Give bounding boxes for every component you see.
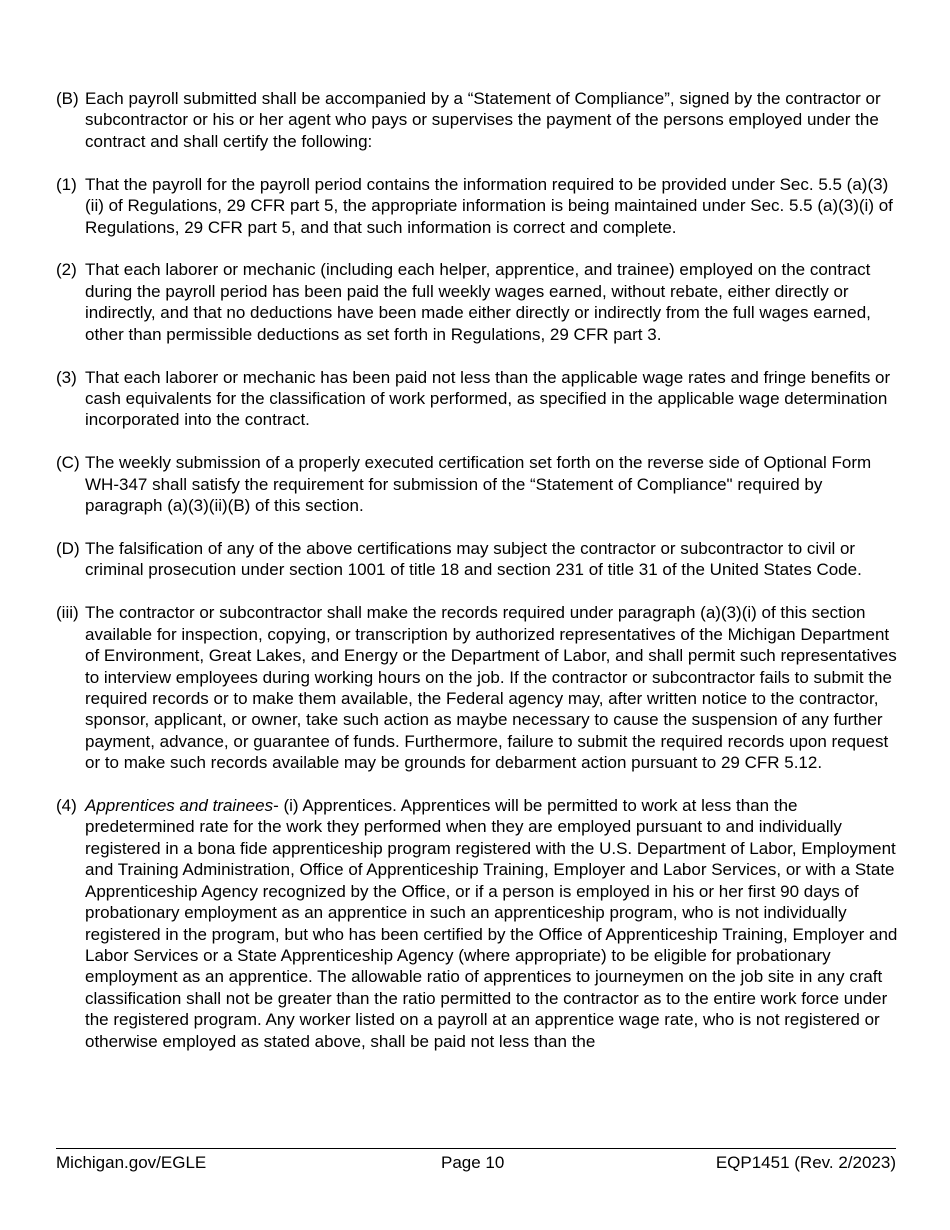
- paragraph-1: [56, 174, 898, 238]
- paragraph-d: [56, 538, 898, 581]
- footer-website: Michigan.gov/EGLE: [56, 1153, 207, 1172]
- paragraph-b: [56, 88, 898, 152]
- paragraph-body: - (i) Apprentices. Apprentices will be permitted to work at less than the predetermined rate for the work they performed when they are employed pursuant to and individually registered in a bona fide apprenticeship program registered with the U.S. Department of Labor, Employment and Training Administration, Office of Apprenticeship Training, Employer and Labor Services, or with a State Apprenticeship Agency recognized by the Office, or if a person is employed in his or her first 90 days of probationary employment as an apprentice in such an apprenticeship program, who is not individually registered in the program, but who has been certified by the Office of Apprenticeship Training, Employer and Labor Services or a State Apprenticeship Agency (where appropriate) to be eligible for probationary employment as an apprentice. The allowable ratio of apprentices to journeymen on the job site in any craft classification shall not be greater than the ratio permitted to the contractor as to the entire work force under the registered program. Any worker listed on a payroll at an apprentice wage rate, who is not registered or otherwise employed as stated above, shall be paid not less than the: [85, 796, 898, 1051]
- paragraph-2: [56, 259, 898, 345]
- page-footer: [56, 1152, 896, 1176]
- paragraph-c: [56, 452, 898, 516]
- paragraph-label: (4): [56, 796, 77, 816]
- paragraph-label: (B): [56, 89, 79, 108]
- paragraph-iii: [56, 602, 898, 773]
- paragraph-3: [56, 367, 898, 431]
- paragraph-text: That the payroll for the payroll period contains the information required to be provided under Sec. 5.5 (a)(3)(ii) of Regulations, 29 CFR part 5, the appropriate information is being maintained under Sec. 5.5 (a)(3)(i) of Regulations, 29 CFR part 5, and that such information is correct and complete.: [85, 174, 893, 237]
- paragraph-4: [56, 795, 898, 1052]
- paragraph-label: (C): [56, 453, 80, 473]
- paragraph-text: The contractor or subcontractor shall make the records required under paragraph (a)(3)(i) of this section available for inspection, copying, or transcription by authorized representatives of the Michigan Department of Environment, Great Lakes, and Energy or the Department of Labor, and shall permit such representatives to interview employees during working hours on the job. If the contractor or subcontractor fails to submit the required records or to make them available, the Federal agency may, after written notice to the contractor, sponsor, applicant, or owner, take such action as maybe necessary to cause the suspension of any further payment, advance, or guarantee of funds. Furthermore, failure to submit the required records upon request or to make such records available may be grounds for debarment action pursuant to 29 CFR 5.12.: [85, 603, 897, 773]
- paragraph-text: Each payroll submitted shall be accompanied by a “Statement of Compliance”, signed by the contractor or subcontractor or his or her agent who pays or supervises the payment of the persons employed under the contract and shall certify the following:: [85, 89, 881, 151]
- paragraph-label: (3): [56, 367, 77, 387]
- footer-form-number: EQP1451 (Rev. 2/2023): [715, 1153, 896, 1172]
- paragraph-text: The weekly submission of a properly executed certification set forth on the reverse side of Optional Form WH-347 shall satisfy the requirement for submission of the “Statement of Compliance" required by paragraph (a)(3)(ii)(B) of this section.: [85, 453, 872, 516]
- paragraph-text: [85, 795, 898, 1052]
- paragraph-text: That each laborer or mechanic (including each helper, apprentice, and trainee) employed on the contract during the payroll period has been paid the full weekly wages earned, without rebate, either directly or indirectly, and that no deductions have been made either directly or indirectly from the full wages earned, other than permissible deductions as set forth in Regulations, 29 CFR part 3.: [85, 260, 871, 344]
- document-body: [56, 88, 898, 1073]
- paragraph-lead: Apprentices and trainees: [85, 796, 274, 816]
- paragraph-label: (1): [56, 174, 77, 194]
- paragraph-label: (iii): [56, 603, 79, 623]
- paragraph-text: That each laborer or mechanic has been paid not less than the applicable wage rates and fringe benefits or cash equivalents for the classification of work performed, as specified in the applicable wage determination incorporated into the contract.: [85, 367, 891, 430]
- footer-divider: [56, 1148, 896, 1149]
- paragraph-text: The falsification of any of the above certifications may subject the contractor or subcontractor to civil or criminal prosecution under section 1001 of title 18 and section 231 of title 31 of the United States Code.: [85, 539, 862, 580]
- footer-page-number: Page 10: [441, 1153, 505, 1172]
- paragraph-label: (2): [56, 260, 77, 280]
- paragraph-label: (D): [56, 539, 80, 558]
